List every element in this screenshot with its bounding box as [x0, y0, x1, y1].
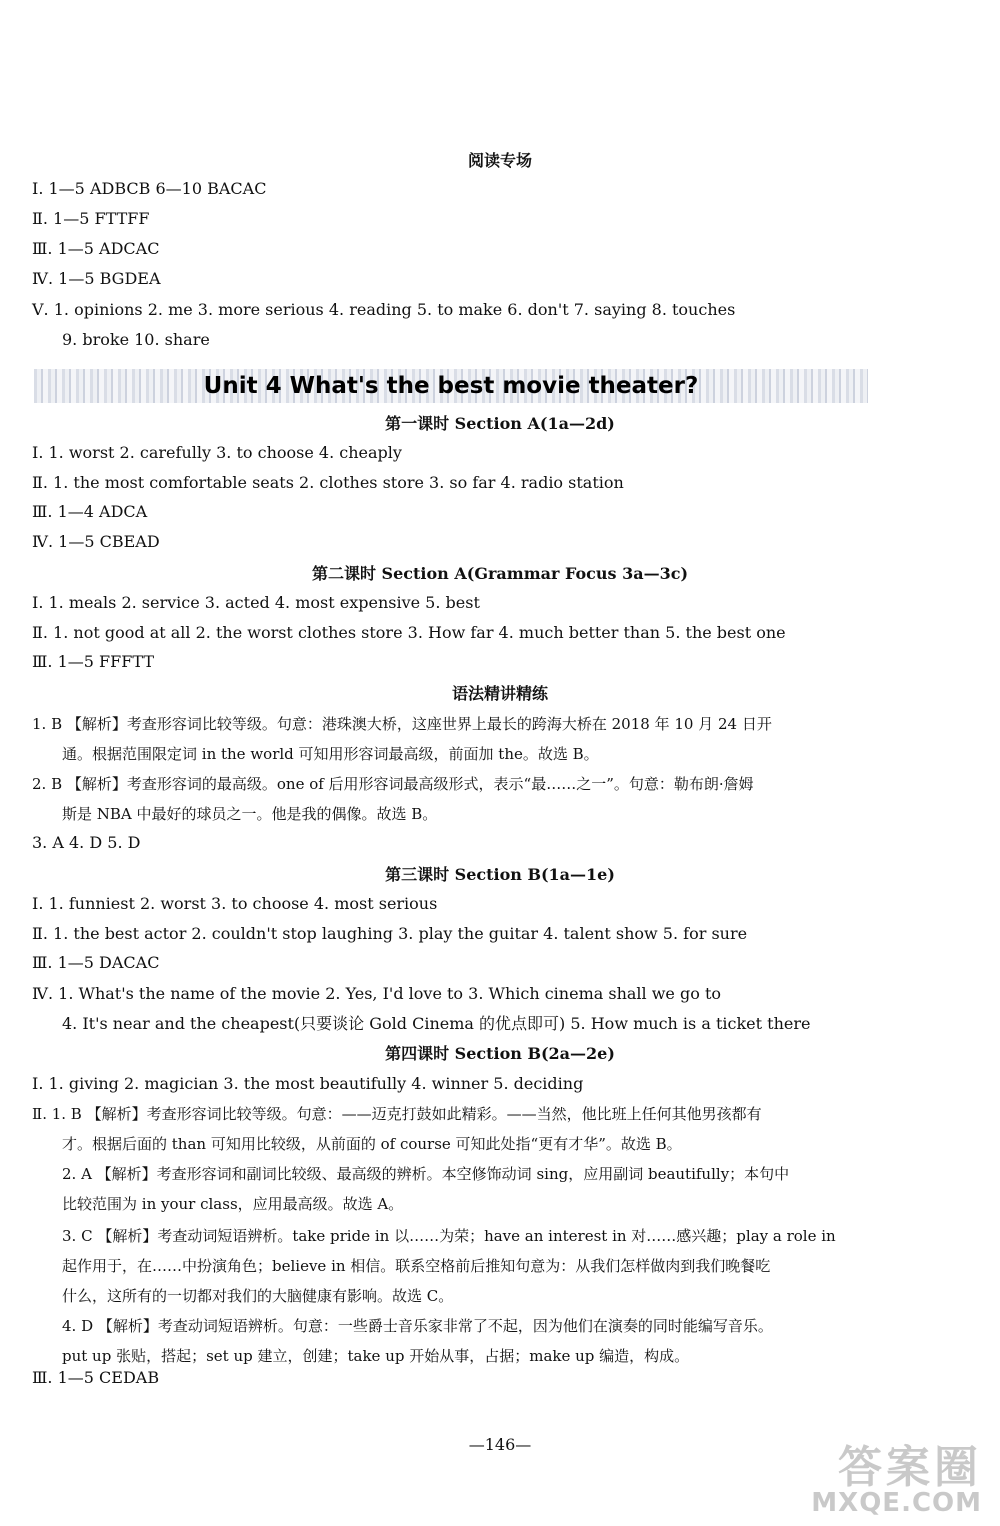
lesson4-heading: 第四课时 Section B(2a—2e): [385, 1044, 615, 1063]
answer-line: Ⅰ. 1. meals 2. service 3. acted 4. most expensive 5. best: [32, 593, 480, 612]
watermark-url: MXQE.COM: [811, 1488, 982, 1518]
answer-line: Ⅰ. 1. giving 2. magician 3. the most beautifully 4. winner 5. deciding: [32, 1074, 584, 1093]
answer-line: Ⅱ. 1. the best actor 2. couldn't stop laughing 3. play the guitar 4. talent show 5. for sure: [32, 924, 748, 943]
explanation-line: 4. D 【解析】考查动词短语辨析。句意：一些爵士音乐家非常了不起，因为他们在演奏的同时能编写音乐。: [62, 1317, 773, 1335]
answer-line: Ⅱ. 1. the most comfortable seats 2. clothes store 3. so far 4. radio station: [32, 473, 624, 492]
explanation-line: put up 张贴，搭起；set up 建立，创建；take up 开始从事，占据；make up 编造，构成。: [62, 1347, 690, 1365]
answer-line: Ⅲ. 1—5 CEDAB: [32, 1368, 160, 1387]
unit-banner: [34, 369, 868, 403]
answer-line: Ⅳ. 1—5 CBEAD: [32, 532, 160, 551]
answer-line: Ⅲ. 1—5 FFFTT: [32, 652, 154, 671]
explanation-line: 1. B 【解析】考查形容词比较等级。句意：港珠澳大桥，这座世界上最长的跨海大桥在 2018 年 10 月 24 日开: [32, 715, 772, 733]
answer-line: Ⅱ. 1. not good at all 2. the worst clothes store 3. How far 4. much better than 5. the best one: [32, 623, 786, 642]
explanation-line: 通。根据范围限定词 in the world 可知用形容词最高级，前面加 the。故选 B。: [62, 745, 599, 763]
lesson2-heading: 第二课时 Section A(Grammar Focus 3a—3c): [311, 564, 689, 583]
watermark-text: 答案圈: [838, 1442, 982, 1493]
reading-section-heading: 阅读专场: [467, 151, 532, 170]
answer-line: Ⅴ. 1. opinions 2. me 3. more serious 4. reading 5. to make 6. don't 7. saying 8. touches: [32, 300, 736, 319]
lesson1-heading: 第一课时 Section A(1a—2d): [385, 414, 615, 433]
answer-line: Ⅲ. 1—5 ADCAC: [32, 239, 160, 258]
explanation-line: 什么，这所有的一切都对我们的大脑健康有影响。故选 C。: [62, 1287, 454, 1305]
explanation-line: 比较范围为 in your class，应用最高级。故选 A。: [62, 1195, 404, 1213]
explanation-line: Ⅱ. 1. B 【解析】考查形容词比较等级。句意：——迈克打鼓如此精彩。——当然，他比班上任何其他男孩都有: [32, 1105, 762, 1123]
grammar-heading: 语法精讲精练: [451, 684, 548, 703]
answer-line: 3. A 4. D 5. D: [32, 833, 141, 852]
answer-line: Ⅱ. 1—5 FTTFF: [32, 209, 150, 228]
answer-line: Ⅲ. 1—4 ADCA: [32, 502, 148, 521]
explanation-line: 2. A 【解析】考查形容词和副词比较级、最高级的辨析。本空修饰动词 sing，应用副词 beautifully；本句中: [62, 1165, 790, 1183]
answer-line: Ⅳ. 1. What's the name of the movie 2. Yes, I'd love to 3. Which cinema shall we go to: [32, 984, 722, 1003]
page-number: —146—: [468, 1435, 532, 1454]
explanation-line: 才。根据后面的 than 可知用比较级，从前面的 of course 可知此处指“更有才华”。故选 B。: [62, 1135, 682, 1153]
unit-title: Unit 4 What's the best movie theater?: [203, 373, 699, 399]
answer-line: Ⅰ. 1. funniest 2. worst 3. to choose 4. most serious: [32, 894, 438, 913]
explanation-line: 2. B 【解析】考查形容词的最高级。one of 后用形容词最高级形式，表示“最……之一”。句意：勒布朗·詹姆: [32, 775, 754, 793]
explanation-line: 起作用于，在……中扮演角色；believe in 相信。联系空格前后推知句意为：从我们怎样做肉到我们晚餐吃: [62, 1257, 771, 1275]
lesson3-heading: 第三课时 Section B(1a—1e): [385, 865, 615, 884]
explanation-line: 斯是 NBA 中最好的球员之一。他是我的偶像。故选 B。: [62, 805, 438, 823]
explanation-line: 3. C 【解析】考查动词短语辨析。take pride in 以……为荣；have an interest in 对……感兴趣；play a role in: [62, 1227, 836, 1245]
answer-line: Ⅲ. 1—5 DACAC: [32, 953, 160, 972]
watermark-logo: [811, 1442, 982, 1518]
answer-line: 9. broke 10. share: [62, 330, 210, 349]
answer-line: 4. It's near and the cheapest(只要谈论 Gold Cinema 的优点即可) 5. How much is a ticket there: [62, 1014, 811, 1033]
answer-line: Ⅳ. 1—5 BGDEA: [32, 269, 161, 288]
answer-line: Ⅰ. 1. worst 2. carefully 3. to choose 4. cheaply: [32, 443, 402, 462]
answer-line: Ⅰ. 1—5 ADBCB 6—10 BACAC: [32, 179, 267, 198]
